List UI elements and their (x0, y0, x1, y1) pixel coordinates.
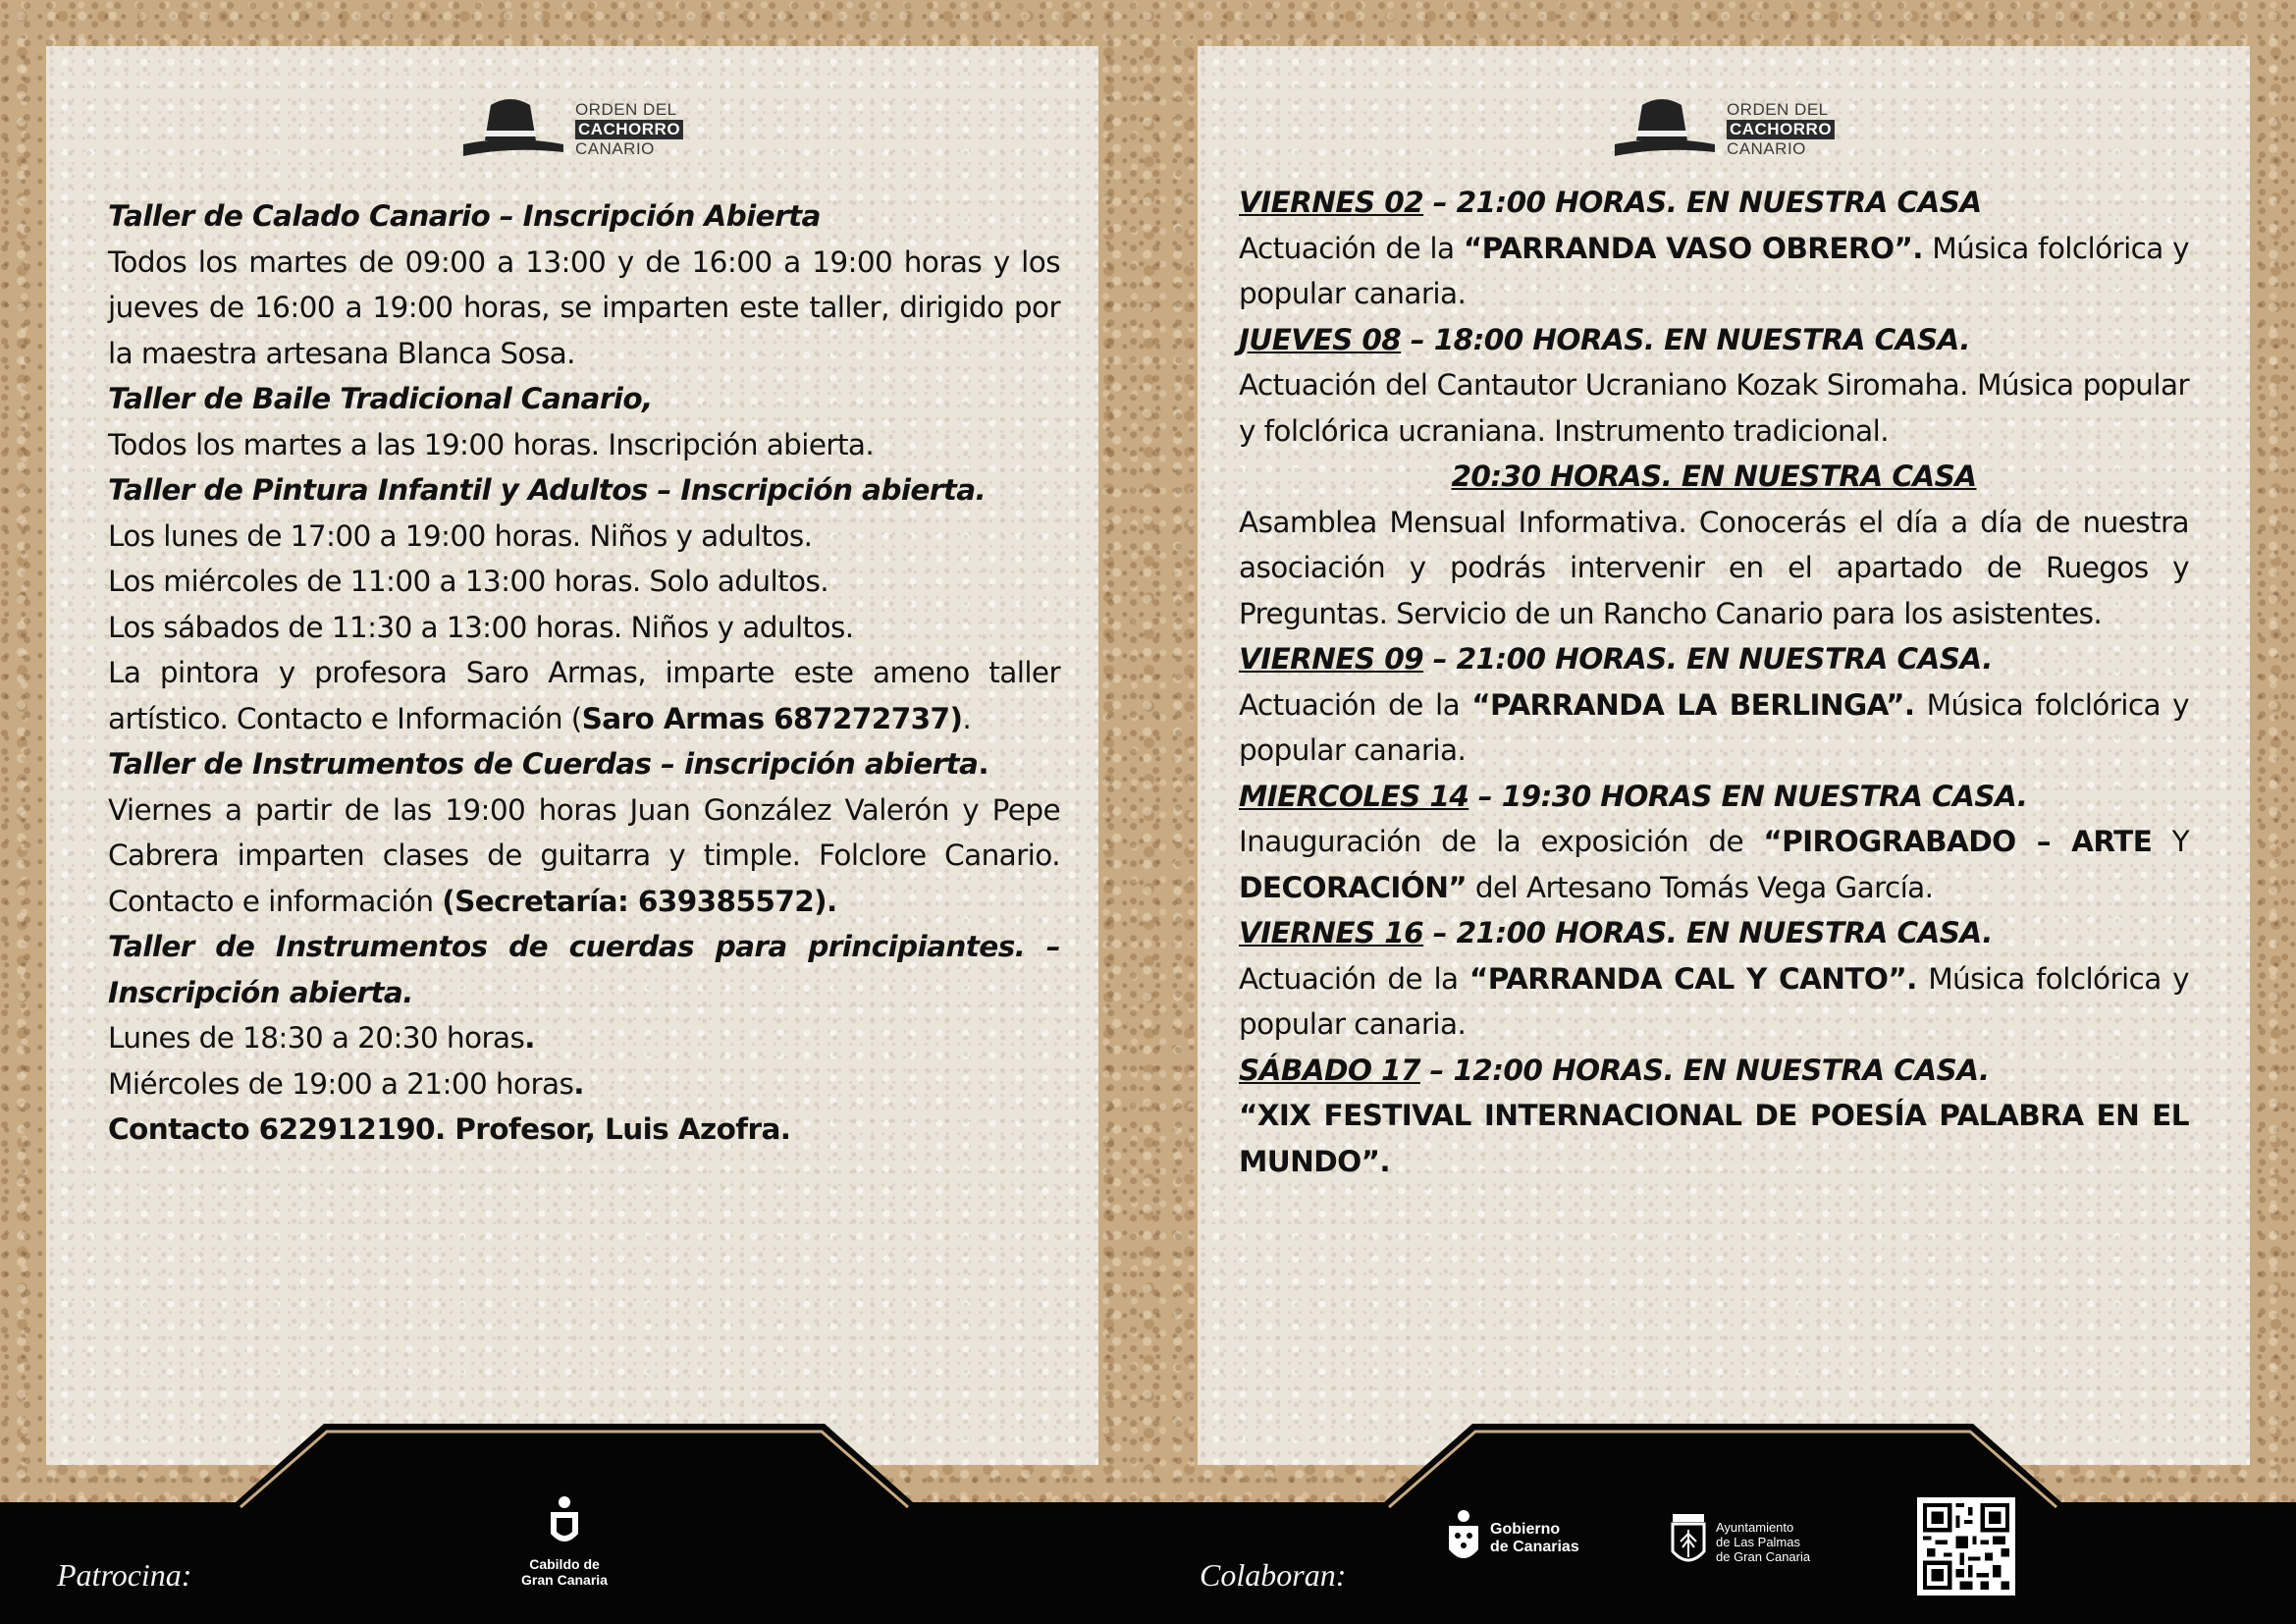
event-name: “PARRANDA LA BERLINGA”. (1471, 687, 1915, 722)
cabildo-logo (512, 1494, 616, 1588)
orden-logo (461, 95, 683, 164)
text-run: Música folclórica y popular canaria. (1239, 961, 2189, 1041)
orden-logo (1613, 95, 1835, 164)
event-date: MIERCOLES 14 (1239, 779, 1469, 813)
coat-of-arms-icon (545, 1494, 584, 1553)
contact-info: (Secretaría: 639385572). (442, 884, 837, 918)
workshop-title: Taller de Calado Canario – Inscripción Abierta (108, 199, 821, 233)
event-description (1239, 956, 2189, 1048)
event-time: – 12:00 HORAS. EN NUESTRA CASA. (1419, 1053, 1990, 1087)
event-name: “PARRANDA VASO OBRERO”. (1463, 231, 1923, 265)
gobierno-line2: de Canarias (1490, 1539, 1579, 1555)
text-run: Taller de Instrumentos de Cuerdas – inscripción abierta (108, 747, 979, 781)
event-heading (1239, 636, 2189, 682)
event-date: JUEVES 08 (1239, 322, 1402, 356)
event-description: Asamblea Mensual Informativa. Conocerás el día a día de nuestra asociación y podrás intervenir en el apartado de Ruegos y Preguntas. Servicio de un Rancho Canario para los asistentes. (1239, 505, 2189, 630)
event-heading (1239, 1048, 2189, 1094)
text-run: del Artesano Tomás Vega García. (1467, 870, 1934, 904)
ayto-line1: Ayuntamiento (1716, 1519, 1794, 1535)
patrocina-label: Patrocina: (57, 1557, 192, 1593)
workshop-title: Taller de Pintura Infantil y Adultos – Inscripción abierta. (108, 473, 987, 507)
ayuntamiento-logo (1669, 1512, 1810, 1571)
colaboran-label: Colaboran: (1200, 1557, 1347, 1593)
text-run: Actuación de la (1239, 961, 1469, 996)
workshop-title (108, 741, 1060, 787)
workshop-title: Taller de Baile Tradicional Canario, (108, 382, 653, 415)
event-time: – 18:00 HORAS. EN NUESTRA CASA. (1401, 322, 1970, 356)
event-description: Actuación del Cantautor Ucraniano Kozak Siromaha. Música popular y folclórica ucraniana. Instrumento tradicional. (1239, 368, 2189, 448)
palm-shield-icon (1669, 1512, 1708, 1571)
text-run: . (978, 747, 988, 781)
gobierno-line1: Gobierno (1490, 1521, 1561, 1538)
qr-code[interactable] (1917, 1497, 2015, 1596)
logo-line3: CANARIO (1726, 139, 1806, 158)
workshop-schedule: Los lunes de 17:00 a 19:00 horas. Niños y adultos. (108, 518, 813, 553)
hat-icon (1613, 95, 1717, 164)
cabildo-line1: Cabildo de (529, 1556, 600, 1572)
text-run: Actuación de la (1239, 231, 1464, 265)
text-run: Viernes a partir de las 19:00 horas Juan González Valerón y Pepe Cabrera imparten clases de guitarra y timple. Folclore Canario. Contacto e información (108, 792, 1060, 918)
text-run: Música folclórica y popular canaria. (1239, 687, 2189, 767)
hat-icon (461, 95, 565, 164)
ayto-line3: de Gran Canaria (1716, 1548, 1811, 1564)
text-run: Y (2152, 825, 2189, 858)
workshop-description: Todos los martes a las 19:00 horas. Inscripción abierta. (108, 427, 875, 461)
event-time: – 21:00 HORAS. EN NUESTRA CASA. (1423, 916, 1993, 949)
text-run: Miércoles de 19:00 a 21:00 horas (108, 1066, 574, 1101)
left-panel (46, 46, 1098, 1465)
event-date: VIERNES 16 (1239, 916, 1424, 949)
event-description (1239, 682, 2189, 774)
logo-line1: ORDEN DEL (1726, 100, 1829, 119)
gobierno-logo (1445, 1508, 1579, 1569)
logo-line2: CACHORRO (575, 120, 683, 139)
event-time: – 19:30 HORAS EN NUESTRA CASA. (1468, 779, 2028, 813)
event-date: VIERNES 09 (1239, 642, 1424, 676)
event-heading: 20:30 HORAS. EN NUESTRA CASA (1451, 460, 1977, 493)
workshop-schedule: Los sábados de 11:30 a 13:00 horas. Niños y adultos. (108, 610, 854, 644)
workshop-title: Taller de Instrumentos de cuerdas para principiantes. – Inscripción abierta. (108, 930, 1060, 1009)
event-heading (1239, 180, 2189, 226)
event-name: “PARRANDA CAL Y CANTO”. (1468, 961, 1917, 996)
text-run: Inauguración de la exposición de (1239, 825, 1764, 858)
event-date: VIERNES 02 (1239, 186, 1424, 219)
text-run: Música folclórica y popular canaria. (1239, 231, 2189, 310)
events-text (1239, 180, 2189, 1184)
cabildo-line2: Gran Canaria (521, 1572, 608, 1588)
workshop-description (108, 650, 1060, 741)
event-name: “XIX FESTIVAL INTERNACIONAL DE POESÍA PALABRA EN EL MUNDO”. (1239, 1099, 2189, 1178)
coat-of-arms-icon (1445, 1508, 1482, 1569)
workshop-schedule (108, 1061, 1060, 1108)
qr-code-icon (1923, 1503, 2009, 1590)
text-run: Lunes de 18:30 a 20:30 horas (108, 1021, 525, 1055)
text-run: . (573, 1066, 584, 1101)
contact-info: Contacto 622912190. Profesor, Luis Azofra. (108, 1112, 791, 1146)
event-time: – 21:00 HORAS. EN NUESTRA CASA. (1423, 642, 1993, 676)
event-name: “PIROGRABADO – ARTE (1763, 825, 2153, 858)
text-run: . (962, 701, 972, 735)
event-time: – 21:00 HORAS. EN NUESTRA CASA (1423, 186, 1982, 219)
workshop-description (108, 787, 1060, 925)
right-panel (1198, 46, 2250, 1465)
logo-line2: CACHORRO (1727, 120, 1835, 139)
event-heading (1239, 910, 2189, 956)
logo-line1: ORDEN DEL (574, 100, 677, 119)
contact-info: Saro Armas 687272737) (581, 701, 963, 735)
event-description (1239, 819, 2189, 910)
workshop-description: Todos los martes de 09:00 a 13:00 y de 16:00 a 19:00 horas y los jueves de 16:00 a 19:00 horas, se imparten este taller, dirigido por la maestra artesana Blanca Sosa. (108, 244, 1060, 370)
text-run: Actuación de la (1239, 687, 1472, 722)
ayto-line2: de Las Palmas (1716, 1534, 1800, 1549)
workshop-schedule (108, 1015, 1060, 1061)
workshop-schedule: Los miércoles de 11:00 a 13:00 horas. Solo adultos. (108, 565, 829, 598)
event-description (1239, 226, 2189, 317)
text-run: La pintora y profesora Saro Armas, imparte este ameno taller artístico. Contacto e Información ( (108, 656, 1060, 735)
event-date: SÁBADO 17 (1239, 1053, 1420, 1087)
event-heading (1239, 317, 2189, 363)
text-run: . (524, 1021, 535, 1055)
workshops-text (108, 193, 1060, 1153)
logo-line3: CANARIO (574, 139, 655, 158)
event-heading (1239, 774, 2189, 820)
event-name: DECORACIÓN” (1239, 870, 1468, 904)
